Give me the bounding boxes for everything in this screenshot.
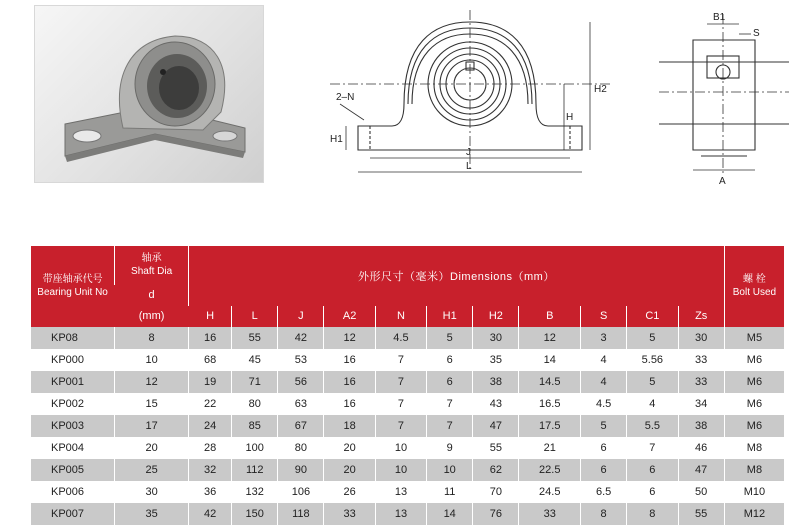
bolt-header (724, 246, 784, 327)
model-header-en: Bearing Unit No (37, 287, 108, 299)
cell-h1: 6 (427, 371, 473, 393)
cell-model: KP002 (31, 393, 115, 415)
cell-h1: 10 (427, 459, 473, 481)
cell-h: 22 (189, 393, 232, 415)
dim-label-h: H (566, 112, 574, 123)
cell-b: 24.5 (519, 481, 581, 503)
cell-bolt: M6 (724, 393, 784, 415)
cell-a2: 12 (324, 327, 375, 350)
col-header: H (189, 306, 232, 327)
spec-table (30, 246, 784, 525)
cell-l: 71 (232, 371, 278, 393)
cell-n: 10 (375, 459, 426, 481)
cell-h: 42 (189, 503, 232, 525)
cell-l: 112 (232, 459, 278, 481)
header-row-1 (31, 246, 785, 285)
cell-s: 4 (581, 349, 627, 371)
col-header: Zs (678, 306, 724, 327)
cell-h: 28 (189, 437, 232, 459)
cell-h: 36 (189, 481, 232, 503)
cell-j: 67 (278, 415, 324, 437)
cell-h2: 62 (473, 459, 519, 481)
cell-l: 100 (232, 437, 278, 459)
cell-a2: 26 (324, 481, 375, 503)
dim-label-h1: H1 (330, 134, 343, 145)
cell-n: 4.5 (375, 327, 426, 350)
cell-bolt: M8 (724, 437, 784, 459)
col-header: H2 (473, 306, 519, 327)
bolt-header-en: Bolt Used (732, 287, 777, 299)
cell-b: 16.5 (519, 393, 581, 415)
cell-bolt: M8 (724, 459, 784, 481)
cell-l: 80 (232, 393, 278, 415)
cell-a2: 18 (324, 415, 375, 437)
dim-label-j: J (466, 147, 471, 158)
cell-j: 63 (278, 393, 324, 415)
cell-j: 42 (278, 327, 324, 350)
cell-a2: 16 (324, 349, 375, 371)
cell-c1: 6 (627, 481, 678, 503)
dim-label-s: S (753, 28, 760, 39)
cell-h: 16 (189, 327, 232, 350)
cell-a2: 16 (324, 371, 375, 393)
cell-n: 13 (375, 481, 426, 503)
col-header: J (278, 306, 324, 327)
model-header (31, 246, 115, 327)
cell-zs: 33 (678, 371, 724, 393)
cell-model: KP006 (31, 481, 115, 503)
cell-model: KP001 (31, 371, 115, 393)
cell-h: 19 (189, 371, 232, 393)
bolt-header-cn: 螺 栓 (743, 274, 766, 286)
cell-h2: 38 (473, 371, 519, 393)
cell-s: 6 (581, 437, 627, 459)
cell-model: KP004 (31, 437, 115, 459)
table-row (31, 415, 785, 437)
col-header: B (519, 306, 581, 327)
table-body (31, 246, 785, 525)
dim-label-n: 2–N (336, 92, 355, 103)
cell-h2: 70 (473, 481, 519, 503)
cell-h2: 55 (473, 437, 519, 459)
cell-c1: 5.5 (627, 415, 678, 437)
cell-h1: 5 (427, 327, 473, 350)
cell-d: 15 (115, 393, 189, 415)
cell-model: KP08 (31, 327, 115, 350)
cell-model: KP005 (31, 459, 115, 481)
cell-model: KP007 (31, 503, 115, 525)
cell-d: 30 (115, 481, 189, 503)
dimensions-header: 外形尺寸（毫米）Dimensions（mm） (189, 246, 725, 306)
shaft-header-en: Shaft Dia (131, 266, 173, 277)
cell-h1: 11 (427, 481, 473, 503)
cell-a2: 20 (324, 459, 375, 481)
dim-label-l: L (466, 161, 472, 172)
cell-d: 20 (115, 437, 189, 459)
cell-j: 56 (278, 371, 324, 393)
cell-s: 3 (581, 327, 627, 350)
cell-b: 14 (519, 349, 581, 371)
cell-n: 13 (375, 503, 426, 525)
table-row (31, 481, 785, 503)
cell-h2: 47 (473, 415, 519, 437)
col-header: S (581, 306, 627, 327)
col-header: C1 (627, 306, 678, 327)
cell-b: 22.5 (519, 459, 581, 481)
cell-h: 32 (189, 459, 232, 481)
side-view-drawing (655, 0, 795, 190)
cell-l: 55 (232, 327, 278, 350)
cell-model: KP000 (31, 349, 115, 371)
shaft-unit: (mm) (115, 306, 189, 327)
cell-bolt: M10 (724, 481, 784, 503)
table-row (31, 459, 785, 481)
cell-j: 53 (278, 349, 324, 371)
cell-a2: 33 (324, 503, 375, 525)
cell-bolt: M5 (724, 327, 784, 350)
cell-zs: 33 (678, 349, 724, 371)
col-header: L (232, 306, 278, 327)
cell-bolt: M6 (724, 371, 784, 393)
cell-h1: 9 (427, 437, 473, 459)
cell-h2: 76 (473, 503, 519, 525)
cell-n: 10 (375, 437, 426, 459)
cell-s: 5 (581, 415, 627, 437)
cell-bolt: M6 (724, 415, 784, 437)
cell-h: 24 (189, 415, 232, 437)
shaft-symbol: d (115, 285, 189, 306)
cell-model: KP003 (31, 415, 115, 437)
cell-bolt: M6 (724, 349, 784, 371)
front-view-drawing (320, 0, 620, 190)
cell-b: 21 (519, 437, 581, 459)
cell-c1: 5.56 (627, 349, 678, 371)
cell-j: 90 (278, 459, 324, 481)
cell-h1: 14 (427, 503, 473, 525)
cell-d: 12 (115, 371, 189, 393)
pillow-block-image (35, 6, 263, 182)
cell-j: 80 (278, 437, 324, 459)
col-header: A2 (324, 306, 375, 327)
cell-j: 118 (278, 503, 324, 525)
cell-zs: 38 (678, 415, 724, 437)
product-photo (34, 5, 264, 183)
cell-d: 10 (115, 349, 189, 371)
cell-h2: 35 (473, 349, 519, 371)
cell-c1: 5 (627, 327, 678, 350)
cell-s: 4.5 (581, 393, 627, 415)
cell-b: 12 (519, 327, 581, 350)
cell-c1: 8 (627, 503, 678, 525)
cell-zs: 30 (678, 327, 724, 350)
cell-l: 150 (232, 503, 278, 525)
dim-label-h2: H2 (594, 84, 607, 95)
table-row (31, 503, 785, 525)
cell-h2: 43 (473, 393, 519, 415)
col-header: H1 (427, 306, 473, 327)
table-row (31, 393, 785, 415)
cell-h1: 7 (427, 393, 473, 415)
cell-zs: 46 (678, 437, 724, 459)
cell-n: 7 (375, 415, 426, 437)
cell-n: 7 (375, 349, 426, 371)
col-header: N (375, 306, 426, 327)
model-header-cn: 带座轴承代号 (42, 274, 103, 286)
cell-zs: 34 (678, 393, 724, 415)
cell-b: 33 (519, 503, 581, 525)
cell-l: 45 (232, 349, 278, 371)
cell-j: 106 (278, 481, 324, 503)
cell-s: 6 (581, 459, 627, 481)
cell-zs: 55 (678, 503, 724, 525)
dim-label-b1: B1 (713, 12, 726, 23)
table-row (31, 371, 785, 393)
cell-h2: 30 (473, 327, 519, 350)
table-row (31, 349, 785, 371)
cell-d: 8 (115, 327, 189, 350)
cell-zs: 50 (678, 481, 724, 503)
cell-bolt: M12 (724, 503, 784, 525)
header-row-3 (31, 306, 785, 327)
cell-a2: 20 (324, 437, 375, 459)
cell-d: 17 (115, 415, 189, 437)
table-row (31, 437, 785, 459)
cell-l: 85 (232, 415, 278, 437)
cell-h1: 6 (427, 349, 473, 371)
cell-s: 8 (581, 503, 627, 525)
cell-h1: 7 (427, 415, 473, 437)
cell-d: 25 (115, 459, 189, 481)
cell-a2: 16 (324, 393, 375, 415)
table-row (31, 327, 785, 350)
cell-c1: 5 (627, 371, 678, 393)
cell-h: 68 (189, 349, 232, 371)
cell-c1: 6 (627, 459, 678, 481)
cell-c1: 4 (627, 393, 678, 415)
cell-l: 132 (232, 481, 278, 503)
cell-b: 17.5 (519, 415, 581, 437)
dim-label-a: A (719, 176, 726, 187)
cell-s: 4 (581, 371, 627, 393)
cell-s: 6.5 (581, 481, 627, 503)
cell-d: 35 (115, 503, 189, 525)
cell-n: 7 (375, 371, 426, 393)
cell-b: 14.5 (519, 371, 581, 393)
shaft-header-cn: 轴承 (141, 253, 162, 264)
cell-c1: 7 (627, 437, 678, 459)
cell-zs: 47 (678, 459, 724, 481)
shaft-header (115, 246, 189, 285)
cell-n: 7 (375, 393, 426, 415)
